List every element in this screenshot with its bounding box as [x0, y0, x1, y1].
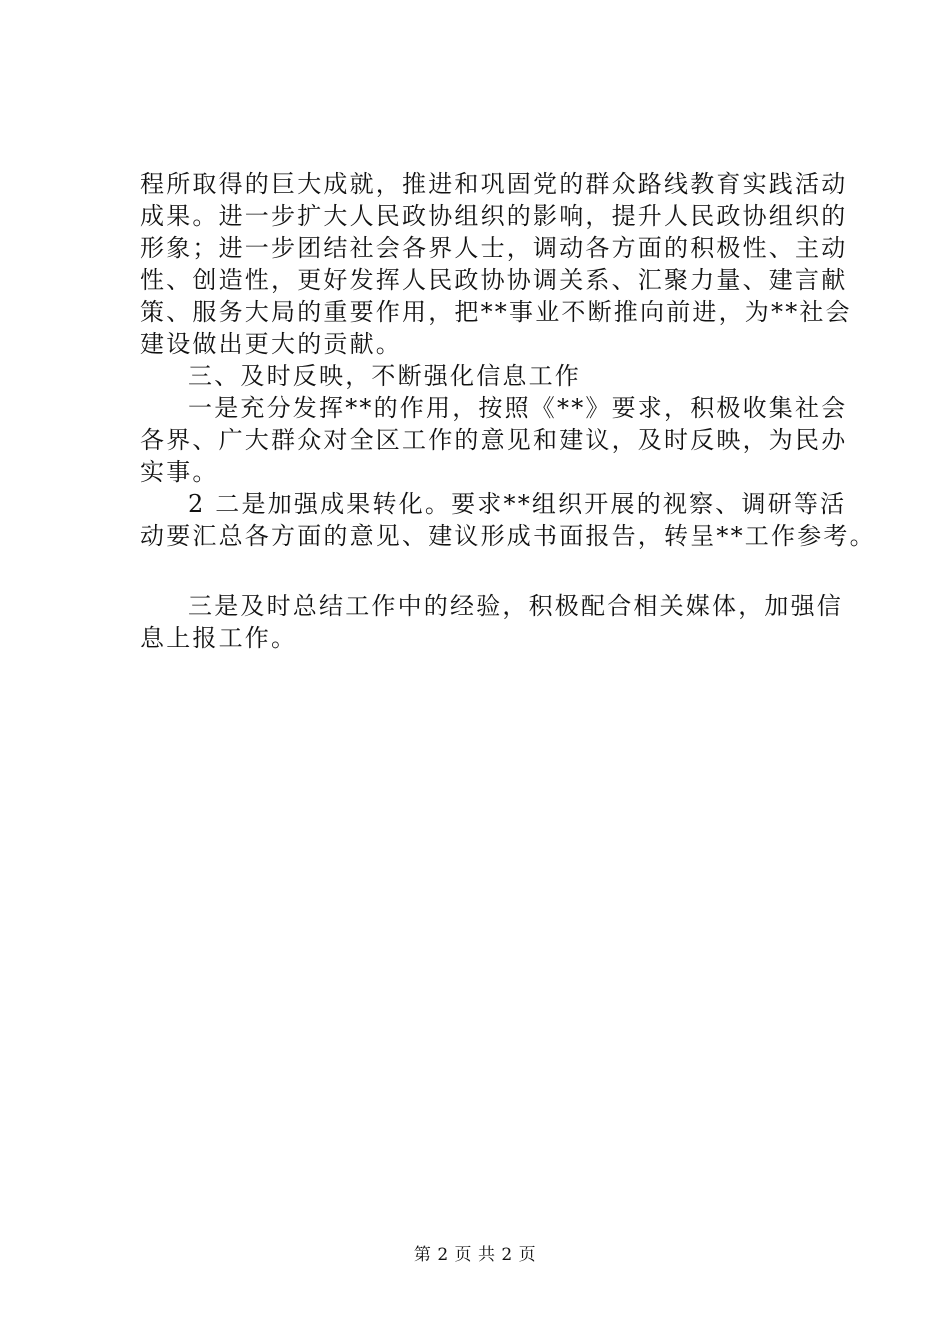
- text-line: 动要汇总各方面的意见、建议形成书面报告，转呈**工作参考。: [140, 522, 876, 550]
- text-line: 策、服务大局的重要作用，把**事业不断推向前进，为**社会: [140, 298, 852, 326]
- paragraph-results: [140, 488, 876, 552]
- text-line: 实事。: [140, 458, 219, 486]
- paragraph-summary: [140, 590, 860, 654]
- document-body: [140, 168, 876, 654]
- text-line: 形象；进一步团结社会各界人士，调动各方面的积极性、主动: [140, 234, 848, 262]
- text-line: 建设做出更大的贡献。: [140, 330, 402, 358]
- text-line: 程所取得的巨大成就，推进和巩固党的群众路线教育实践活动: [140, 170, 848, 198]
- text-line: 三是及时总结工作中的经验，积极配合相关媒体，加强信: [188, 592, 843, 620]
- text-line: 2 二是加强成果转化。要求**组织开展的视察、调研等活: [188, 490, 847, 518]
- paragraph-feedback: [140, 392, 860, 488]
- paragraph-continuation: [140, 168, 860, 360]
- text-line: 各界、广大群众对全区工作的意见和建议，及时反映，为民办: [140, 426, 848, 454]
- paragraph-gap: [140, 552, 860, 590]
- text-line: 成果。进一步扩大人民政协组织的影响，提升人民政协组织的: [140, 202, 848, 230]
- page-number-footer: 第 2 页 共 2 页: [413, 1245, 537, 1265]
- text-line: 一是充分发挥**的作用，按照《**》要求，积极收集社会: [188, 394, 848, 422]
- section-heading: 三、及时反映，不断强化信息工作: [188, 362, 581, 390]
- text-line: 性、创造性，更好发挥人民政协协调关系、汇聚力量、建言献: [140, 266, 848, 294]
- text-line: 息上报工作。: [140, 624, 298, 652]
